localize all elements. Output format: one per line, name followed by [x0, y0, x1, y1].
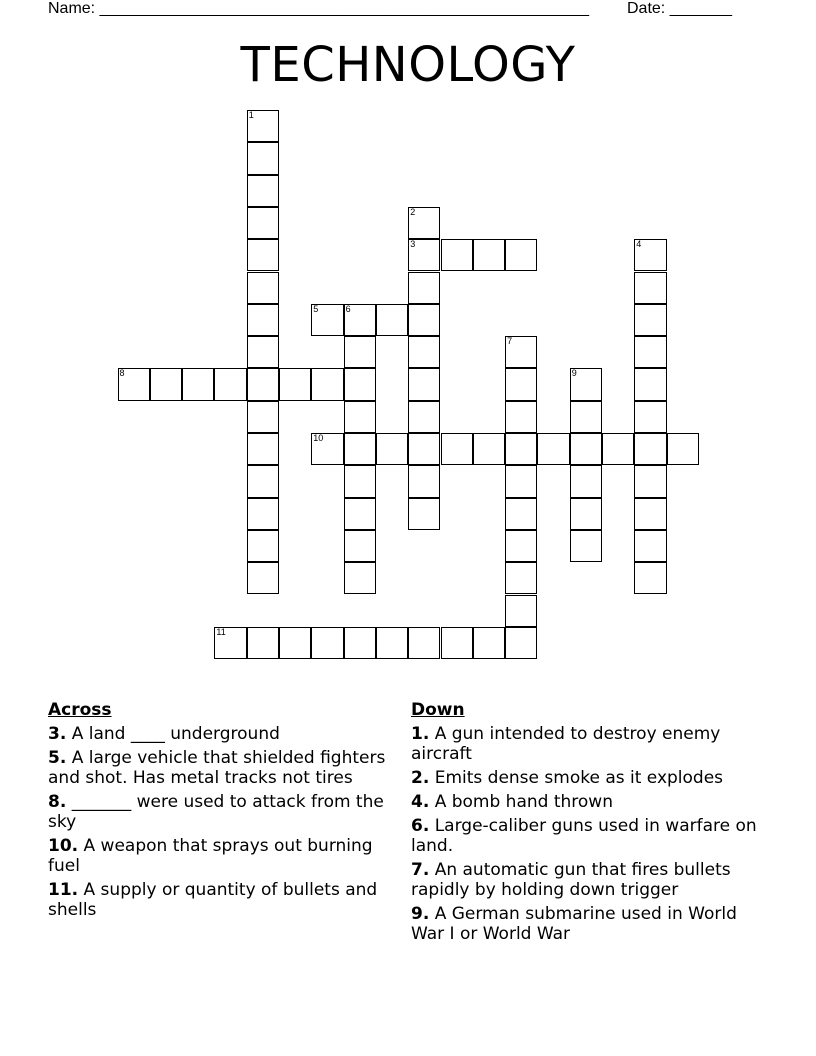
cell-number: 2: [410, 206, 416, 217]
grid-cell[interactable]: [344, 627, 376, 659]
cell-number: 7: [507, 336, 513, 347]
grid-cell[interactable]: [376, 627, 408, 659]
grid-cell[interactable]: [408, 207, 440, 239]
grid-cell[interactable]: [667, 433, 699, 465]
grid-cell[interactable]: [505, 530, 537, 562]
down-clues: [411, 700, 771, 948]
grid-cell[interactable]: [505, 336, 537, 368]
grid-cell[interactable]: [247, 627, 279, 659]
grid-cell[interactable]: [247, 272, 279, 304]
grid-cell[interactable]: [247, 207, 279, 239]
grid-cell[interactable]: [505, 562, 537, 594]
grid-cell[interactable]: [344, 401, 376, 433]
grid-cell[interactable]: [344, 336, 376, 368]
clue-number: 1.: [411, 724, 430, 744]
grid-cell[interactable]: [634, 368, 666, 400]
cell-number: 9: [571, 368, 577, 379]
grid-cell[interactable]: [311, 433, 343, 465]
across-clue-8: [48, 792, 408, 832]
across-clue-11: [48, 880, 408, 920]
grid-cell[interactable]: [634, 433, 666, 465]
grid-cell[interactable]: [376, 304, 408, 336]
clue-text: A German submarine used in World War I or World War: [411, 904, 737, 944]
grid-cell[interactable]: [570, 401, 602, 433]
date-field-label: Date: _______: [627, 0, 732, 17]
grid-cell[interactable]: [247, 142, 279, 174]
grid-cell[interactable]: [634, 304, 666, 336]
grid-cell[interactable]: [408, 401, 440, 433]
cell-number: 4: [636, 239, 642, 250]
clue-number: 7.: [411, 860, 430, 880]
down-heading: Down: [411, 700, 465, 720]
grid-cell[interactable]: [408, 498, 440, 530]
across-heading: Across: [48, 700, 112, 720]
grid-cell[interactable]: [570, 368, 602, 400]
grid-cell[interactable]: [344, 562, 376, 594]
cell-number: 6: [345, 303, 351, 314]
grid-cell[interactable]: [473, 239, 505, 271]
clue-text: A large vehicle that shielded fighters and shot. Has metal tracks not tires: [48, 748, 386, 788]
grid-cell[interactable]: [247, 401, 279, 433]
grid-cell[interactable]: [408, 272, 440, 304]
across-clue-3: [48, 724, 408, 744]
clue-text: Large-caliber guns used in warfare on land.: [411, 816, 757, 856]
grid-cell[interactable]: [505, 239, 537, 271]
cell-number: 10: [313, 433, 324, 443]
grid-cell[interactable]: [634, 465, 666, 497]
grid-cell[interactable]: [634, 401, 666, 433]
grid-cell[interactable]: [408, 465, 440, 497]
clue-number: 2.: [411, 768, 430, 788]
grid-cell[interactable]: [570, 433, 602, 465]
grid-cell[interactable]: [247, 498, 279, 530]
grid-cell[interactable]: [473, 627, 505, 659]
grid-cell[interactable]: [247, 336, 279, 368]
grid-cell[interactable]: [505, 401, 537, 433]
clue-text: A gun intended to destroy enemy aircraft: [411, 724, 721, 764]
grid-cell[interactable]: [570, 498, 602, 530]
grid-cell[interactable]: [408, 336, 440, 368]
grid-cell[interactable]: [311, 627, 343, 659]
grid-cell[interactable]: [247, 530, 279, 562]
grid-cell[interactable]: [505, 627, 537, 659]
down-clue-6: [411, 816, 771, 856]
page-title: TECHNOLOGY: [240, 37, 576, 93]
grid-cell[interactable]: [344, 498, 376, 530]
clue-number: 8.: [48, 792, 67, 812]
grid-cell[interactable]: [247, 433, 279, 465]
grid-cell[interactable]: [247, 239, 279, 271]
grid-cell[interactable]: [634, 336, 666, 368]
grid-cell[interactable]: [408, 368, 440, 400]
grid-cell[interactable]: [344, 465, 376, 497]
clue-text: _______ were used to attack from the sky: [48, 792, 384, 832]
grid-cell[interactable]: [118, 368, 150, 400]
grid-cell[interactable]: [602, 433, 634, 465]
down-clue-9: [411, 904, 771, 944]
name-field-label: Name: _______________________________________________________: [48, 0, 589, 17]
down-clue-2: [411, 768, 771, 788]
clue-number: 11.: [48, 880, 79, 900]
grid-cell[interactable]: [505, 498, 537, 530]
clue-text: Emits dense smoke as it explodes: [429, 768, 724, 788]
grid-cell[interactable]: [344, 530, 376, 562]
grid-cell[interactable]: [247, 110, 279, 142]
down-clue-4: [411, 792, 771, 812]
cell-number: 3: [410, 239, 416, 250]
clue-text: A land ____ underground: [66, 724, 280, 744]
grid-cell[interactable]: [247, 368, 279, 400]
grid-cell[interactable]: [311, 368, 343, 400]
clue-number: 9.: [411, 904, 430, 924]
grid-cell[interactable]: [408, 239, 440, 271]
cell-number: 11: [216, 626, 226, 637]
grid-cell[interactable]: [311, 304, 343, 336]
grid-cell[interactable]: [505, 433, 537, 465]
grid-cell[interactable]: [408, 627, 440, 659]
grid-cell[interactable]: [634, 498, 666, 530]
grid-cell[interactable]: [150, 368, 182, 400]
grid-cell[interactable]: [344, 433, 376, 465]
grid-cell[interactable]: [634, 562, 666, 594]
grid-cell[interactable]: [505, 595, 537, 627]
clue-number: 10.: [48, 836, 79, 856]
cell-number: 1: [248, 110, 254, 120]
grid-cell[interactable]: [473, 433, 505, 465]
grid-cell[interactable]: [247, 562, 279, 594]
grid-cell[interactable]: [570, 465, 602, 497]
grid-cell[interactable]: [214, 627, 246, 659]
grid-cell[interactable]: [408, 433, 440, 465]
cell-number: 8: [119, 368, 125, 379]
clue-number: 4.: [411, 792, 430, 812]
grid-cell[interactable]: [376, 433, 408, 465]
clue-number: 5.: [48, 748, 67, 768]
grid-cell[interactable]: [247, 304, 279, 336]
grid-cell[interactable]: [537, 433, 569, 465]
clue-text: A supply or quantity of bullets and shells: [48, 880, 378, 920]
grid-cell[interactable]: [634, 530, 666, 562]
down-clue-7: [411, 860, 771, 900]
grid-cell[interactable]: [279, 627, 311, 659]
grid-cell[interactable]: [634, 239, 666, 271]
cell-number: 5: [313, 303, 319, 314]
grid-cell[interactable]: [441, 239, 473, 271]
grid-cell[interactable]: [344, 368, 376, 400]
down-clue-1: [411, 724, 771, 764]
across-clues: [48, 700, 408, 924]
grid-cell[interactable]: [441, 627, 473, 659]
grid-cell[interactable]: [214, 368, 246, 400]
grid-cell[interactable]: [247, 465, 279, 497]
across-clue-5: [48, 748, 408, 788]
clue-text: A bomb hand thrown: [429, 792, 613, 812]
grid-cell[interactable]: [505, 368, 537, 400]
grid-cell[interactable]: [279, 368, 311, 400]
clue-text: An automatic gun that fires bullets rapidly by holding down trigger: [411, 860, 731, 900]
grid-cell[interactable]: [182, 368, 214, 400]
across-clue-10: [48, 836, 408, 876]
grid-cell[interactable]: [570, 530, 602, 562]
clue-number: 6.: [411, 816, 430, 836]
grid-cell[interactable]: [505, 465, 537, 497]
grid-cell[interactable]: [344, 304, 376, 336]
grid-cell[interactable]: [441, 433, 473, 465]
clue-text: A weapon that sprays out burning fuel: [48, 836, 373, 876]
grid-cell[interactable]: [408, 304, 440, 336]
grid-cell[interactable]: [634, 272, 666, 304]
clue-number: 3.: [48, 724, 67, 744]
grid-cell[interactable]: [247, 175, 279, 207]
